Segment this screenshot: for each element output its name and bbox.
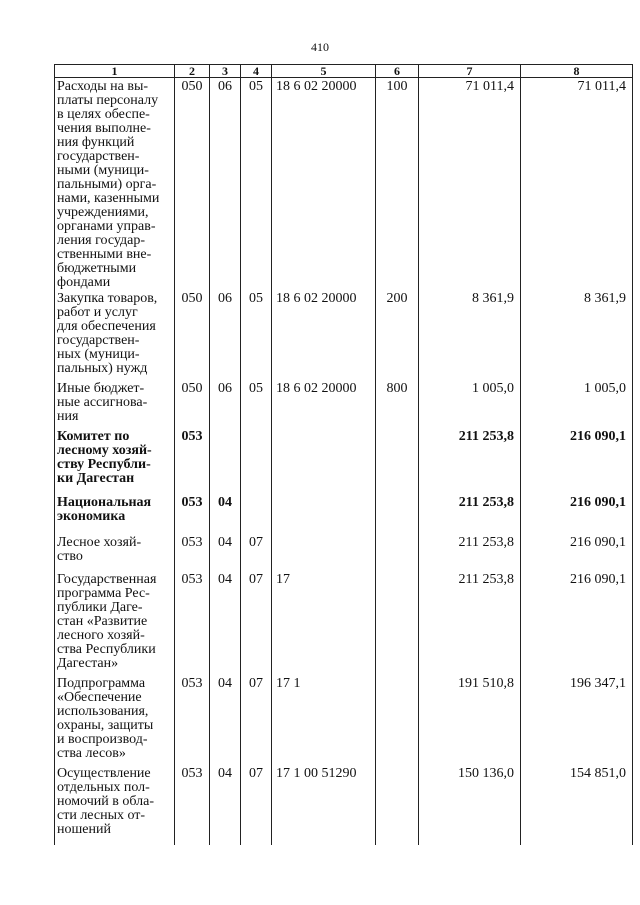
cell-expense-type: 100 xyxy=(376,78,419,291)
cell-section: 06 xyxy=(210,78,241,291)
cell-amount-year2: 154 851,0 xyxy=(521,765,633,845)
cell-target-article: 18 6 02 20000 xyxy=(272,78,376,291)
cell-amount-year2: 71 011,4 xyxy=(521,78,633,291)
cell-ministry: 050 xyxy=(175,290,210,380)
cell-target-article: 17 xyxy=(272,571,376,675)
cell-section: 04 xyxy=(210,675,241,765)
table-row xyxy=(55,675,633,765)
cell-section: 04 xyxy=(210,494,241,534)
header-col-1: 1 xyxy=(55,65,175,78)
cell-subsection xyxy=(241,494,272,534)
table-row xyxy=(55,571,633,675)
table-row xyxy=(55,78,633,291)
budget-table xyxy=(54,64,633,845)
table-row xyxy=(55,534,633,571)
cell-subsection: 05 xyxy=(241,380,272,428)
cell-expense-type: 800 xyxy=(376,380,419,428)
cell-amount-year2: 1 005,0 xyxy=(521,380,633,428)
cell-subsection: 07 xyxy=(241,675,272,765)
row-name: Подпрограмма «Обеспечение использования, охраны, защиты и воспроизвод- ства лесов» xyxy=(55,675,175,765)
row-name: Государственная программа Рес- публики Даге- стан «Развитие лесного хозяй- ства Республики Дагестан» xyxy=(55,571,175,675)
header-col-6: 6 xyxy=(376,65,419,78)
cell-amount-year1: 71 011,4 xyxy=(419,78,521,291)
cell-subsection: 07 xyxy=(241,534,272,571)
cell-target-article xyxy=(272,428,376,494)
page-number: 410 xyxy=(311,40,329,54)
cell-expense-type xyxy=(376,494,419,534)
cell-expense-type xyxy=(376,571,419,675)
header-row xyxy=(55,65,633,78)
cell-amount-year2: 216 090,1 xyxy=(521,428,633,494)
cell-subsection: 05 xyxy=(241,78,272,291)
cell-ministry: 050 xyxy=(175,380,210,428)
row-name: Лесное хозяй- ство xyxy=(55,534,175,571)
cell-target-article: 18 6 02 20000 xyxy=(272,290,376,380)
table-row xyxy=(55,290,633,380)
cell-amount-year2: 8 361,9 xyxy=(521,290,633,380)
cell-ministry: 053 xyxy=(175,494,210,534)
cell-target-article xyxy=(272,494,376,534)
cell-amount-year1: 150 136,0 xyxy=(419,765,521,845)
cell-amount-year2: 216 090,1 xyxy=(521,534,633,571)
cell-expense-type xyxy=(376,765,419,845)
cell-amount-year2: 196 347,1 xyxy=(521,675,633,765)
table-row xyxy=(55,765,633,845)
cell-expense-type xyxy=(376,534,419,571)
cell-ministry: 053 xyxy=(175,675,210,765)
header-col-5: 5 xyxy=(272,65,376,78)
table-row xyxy=(55,494,633,534)
cell-subsection: 07 xyxy=(241,765,272,845)
cell-amount-year1: 211 253,8 xyxy=(419,494,521,534)
cell-ministry: 053 xyxy=(175,765,210,845)
cell-section: 04 xyxy=(210,765,241,845)
cell-expense-type: 200 xyxy=(376,290,419,380)
row-name: Расходы на вы- платы персоналу в целях обеспе- чения выполне- ния функций государствен- ными (муници- пальными) орга- нами, казенными учреждениями, органами управ- ления государ- ственными вне- бюджетными фондами xyxy=(55,78,175,291)
row-name: Национальная экономика xyxy=(55,494,175,534)
header-col-8: 8 xyxy=(521,65,633,78)
cell-amount-year1: 211 253,8 xyxy=(419,428,521,494)
header-col-7: 7 xyxy=(419,65,521,78)
cell-ministry: 050 xyxy=(175,78,210,291)
cell-section: 06 xyxy=(210,380,241,428)
cell-amount-year1: 211 253,8 xyxy=(419,571,521,675)
cell-target-article: 18 6 02 20000 xyxy=(272,380,376,428)
cell-section: 04 xyxy=(210,571,241,675)
cell-amount-year1: 191 510,8 xyxy=(419,675,521,765)
row-name: Иные бюджет- ные ассигнова- ния xyxy=(55,380,175,428)
header-col-3: 3 xyxy=(210,65,241,78)
cell-target-article: 17 1 xyxy=(272,675,376,765)
row-name: Осуществление отдельных пол- номочий в обла- сти лесных от- ношений xyxy=(55,765,175,845)
cell-ministry: 053 xyxy=(175,534,210,571)
cell-subsection: 07 xyxy=(241,571,272,675)
header-col-4: 4 xyxy=(241,65,272,78)
cell-ministry: 053 xyxy=(175,571,210,675)
row-name: Закупка товаров, работ и услуг для обеспечения государствен- ных (муници- пальных) нужд xyxy=(55,290,175,380)
cell-amount-year2: 216 090,1 xyxy=(521,494,633,534)
cell-expense-type xyxy=(376,428,419,494)
cell-subsection: 05 xyxy=(241,290,272,380)
cell-amount-year1: 211 253,8 xyxy=(419,534,521,571)
cell-target-article: 17 1 00 51290 xyxy=(272,765,376,845)
header-col-2: 2 xyxy=(175,65,210,78)
cell-amount-year1: 8 361,9 xyxy=(419,290,521,380)
cell-section: 04 xyxy=(210,534,241,571)
cell-amount-year2: 216 090,1 xyxy=(521,571,633,675)
cell-section xyxy=(210,428,241,494)
cell-expense-type xyxy=(376,675,419,765)
cell-subsection xyxy=(241,428,272,494)
cell-target-article xyxy=(272,534,376,571)
table-row xyxy=(55,428,633,494)
cell-ministry: 053 xyxy=(175,428,210,494)
cell-amount-year1: 1 005,0 xyxy=(419,380,521,428)
table-row xyxy=(55,380,633,428)
cell-section: 06 xyxy=(210,290,241,380)
row-name: Комитет по лесному хозяй- ству Республи- ки Дагестан xyxy=(55,428,175,494)
